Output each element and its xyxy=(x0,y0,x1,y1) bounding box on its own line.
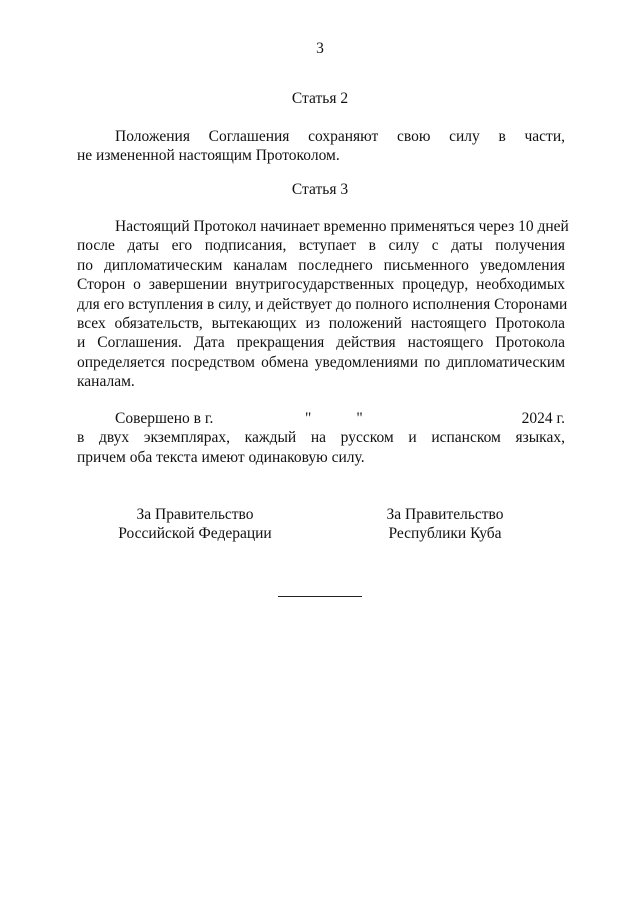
article-3-text xyxy=(77,217,569,392)
article-3-line: Сторон о завершении внутригосударственных процедур, необходимых xyxy=(77,276,565,294)
signature-right-line2: Республики Куба xyxy=(388,525,502,543)
article-3-line: всех обязательств, вытекающих из положений настоящего Протокола xyxy=(77,315,565,333)
article-3-line: каналам. xyxy=(77,373,135,391)
signing-place-date-line xyxy=(77,409,565,428)
article-2-text xyxy=(77,127,565,166)
article-3-line: определяется посредством обмена уведомлениями по дипломатическим xyxy=(77,353,565,371)
quote-close: " xyxy=(356,410,363,427)
article-3-line: и Соглашения. Дата прекращения действия настоящего Протокола xyxy=(77,334,565,352)
end-divider xyxy=(278,596,362,597)
signature-left-line1: За Правительство xyxy=(136,506,254,523)
closing-line: причем оба текста имеют одинаковую силу. xyxy=(77,448,365,466)
article-2-line: Положения Соглашения сохраняют свою силу в части, xyxy=(115,128,565,145)
done-at-label xyxy=(115,409,235,428)
page-number: 3 xyxy=(316,40,324,57)
signature-left-line2: Российской Федерации xyxy=(118,525,272,543)
signature-block-russia xyxy=(95,505,295,544)
closing-text xyxy=(77,409,565,467)
article-3-line: по дипломатическим каналам последнего письменного уведомления xyxy=(77,256,565,274)
signature-block-cuba xyxy=(345,505,545,544)
done-at-text: Совершено в г. xyxy=(115,410,214,427)
article-2-line: не измененной настоящим Протоколом. xyxy=(77,147,340,165)
signature-right-line1: За Правительство xyxy=(386,506,504,523)
signing-year: 2024 г. xyxy=(521,410,565,427)
article-3-line: после даты его подписания, вступает в силу с даты получения xyxy=(77,237,565,255)
article-3-line: Настоящий Протокол начинает временно применяться через 10 дней xyxy=(115,218,569,235)
article-3-line: для его вступления в силу, и действует до полного исполнения Сторонами xyxy=(77,295,568,313)
article-3-title: Статья 3 xyxy=(291,181,349,198)
quote-open: " xyxy=(305,410,312,427)
article-2-title: Статья 2 xyxy=(291,90,349,107)
closing-line: в двух экземплярах, каждый на русском и испанском языках, xyxy=(77,429,565,447)
